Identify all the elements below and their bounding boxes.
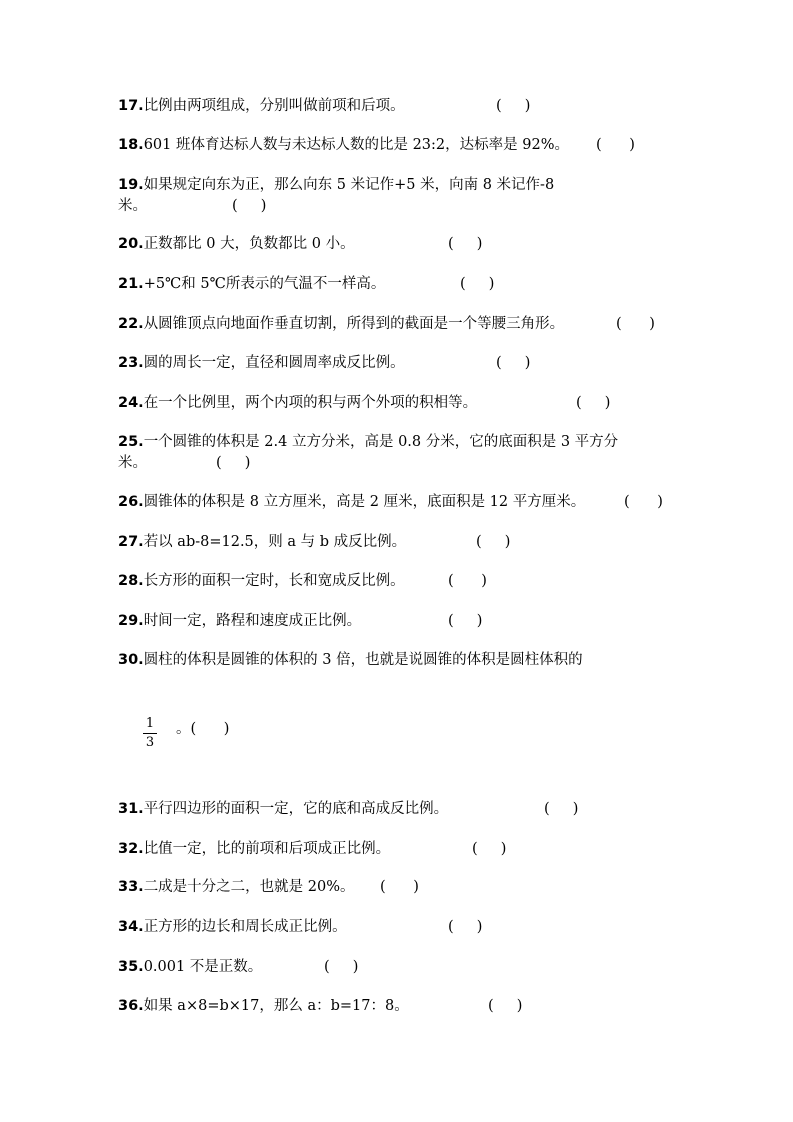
answer-blank-27[interactable]: ( ) <box>476 534 511 550</box>
fraction-numerator: 1 <box>145 716 155 731</box>
question-text: 圆的周长一定，直径和圆周率成反比例。 <box>143 355 405 371</box>
question-text: 在一个比例里，两个内项的积与两个外项的积相等。 <box>143 395 478 411</box>
question-19 <box>118 175 753 196</box>
fraction-denominator: 3 <box>145 735 155 750</box>
question-25-continuation <box>118 453 753 474</box>
question-29 <box>118 611 753 632</box>
question-30 <box>118 650 753 671</box>
answer-blank-33[interactable]: ( ) <box>380 879 419 895</box>
question-number: 25. <box>118 434 144 450</box>
question-text: 如果 a×8=b×17，那么 a：b=17：8。 <box>143 998 409 1014</box>
question-number: 34. <box>118 919 144 935</box>
question-22 <box>118 314 753 335</box>
question-23 <box>118 353 753 374</box>
question-33 <box>118 877 753 898</box>
answer-blank-20[interactable]: ( ) <box>448 236 483 252</box>
question-27 <box>118 532 753 553</box>
question-text: 从圆锥顶点向地面作垂直切割，所得到的截面是一个等腰三角形。 <box>143 316 565 332</box>
question-text: 平行四边形的面积一定，它的底和高成反比例。 <box>143 801 449 817</box>
fraction-one-third <box>143 716 157 751</box>
question-text-line2: 米。 <box>118 198 147 214</box>
question-text: 601 班体育达标人数与未达标人数的比是 23:2，达标率是 92%。 <box>143 137 569 153</box>
question-text: 二成是十分之二，也就是 20%。 <box>143 879 355 895</box>
question-text: 正方形的边长和周长成正比例。 <box>143 919 347 935</box>
answer-blank-22[interactable]: ( ) <box>616 316 655 332</box>
question-17 <box>118 96 753 117</box>
question-text: +5℃和 5℃所表示的气温不一样高。 <box>143 276 386 292</box>
question-32 <box>118 839 753 860</box>
question-25 <box>118 432 753 453</box>
question-number: 26. <box>118 494 144 510</box>
question-number: 23. <box>118 355 144 371</box>
answer-blank-25[interactable]: ( ) <box>216 455 251 471</box>
question-number: 28. <box>118 573 144 589</box>
question-text: 时间一定，路程和速度成正比例。 <box>143 613 362 629</box>
question-text: 比值一定，比的前项和后项成正比例。 <box>143 841 391 857</box>
question-number: 17. <box>118 98 144 114</box>
question-20 <box>118 234 753 255</box>
answer-blank-26[interactable]: ( ) <box>624 494 663 510</box>
answer-blank-36[interactable]: ( ) <box>488 998 523 1014</box>
question-text: 0.001 不是正数。 <box>143 959 263 975</box>
answer-blank-30[interactable]: 。( ) <box>176 721 230 737</box>
question-number: 19. <box>118 177 144 193</box>
question-34 <box>118 917 753 938</box>
question-24 <box>118 393 753 414</box>
question-number: 24. <box>118 395 144 411</box>
question-text: 若以 ab-8=12.5，则 a 与 b 成反比例。 <box>143 534 407 550</box>
question-18 <box>118 135 753 156</box>
fraction-bar <box>143 733 157 734</box>
answer-blank-28[interactable]: ( ) <box>448 573 487 589</box>
answer-blank-34[interactable]: ( ) <box>448 919 483 935</box>
question-number: 18. <box>118 137 144 153</box>
question-28 <box>118 571 753 592</box>
question-text: 圆锥体的体积是 8 立方厘米，高是 2 厘米，底面积是 12 平方厘米。 <box>143 494 586 510</box>
question-number: 35. <box>118 959 144 975</box>
question-text: 一个圆锥的体积是 2.4 立方分米，高是 0.8 分米，它的底面积是 3 平方分 <box>143 434 619 450</box>
question-text: 比例由两项组成，分别叫做前项和后项。 <box>143 98 405 114</box>
answer-blank-17[interactable]: ( ) <box>496 98 531 114</box>
question-text-line2: 米。 <box>118 455 147 471</box>
answer-blank-32[interactable]: ( ) <box>472 841 507 857</box>
answer-blank-21[interactable]: ( ) <box>460 276 495 292</box>
question-number: 31. <box>118 801 144 817</box>
question-number: 33. <box>118 879 144 895</box>
question-number: 22. <box>118 316 144 332</box>
question-number: 29. <box>118 613 144 629</box>
question-number: 20. <box>118 236 144 252</box>
question-19-continuation <box>118 196 753 217</box>
question-number: 32. <box>118 841 144 857</box>
question-text: 如果规定向东为正，那么向东 5 米记作+5 米，向南 8 米记作-8 <box>143 177 555 193</box>
answer-blank-31[interactable]: ( ) <box>544 801 579 817</box>
question-31 <box>118 799 753 820</box>
question-number: 30. <box>118 652 144 668</box>
answer-blank-23[interactable]: ( ) <box>496 355 531 371</box>
question-text: 长方形的面积一定时，长和宽成反比例。 <box>143 573 405 589</box>
question-number: 36. <box>118 998 144 1014</box>
question-36 <box>118 996 753 1017</box>
answer-blank-24[interactable]: ( ) <box>576 395 611 411</box>
answer-blank-35[interactable]: ( ) <box>324 959 359 975</box>
question-text: 圆柱的体积是圆锥的体积的 3 倍，也就是说圆锥的体积是圆柱体积的 <box>143 652 583 668</box>
answer-blank-19[interactable]: ( ) <box>232 198 267 214</box>
question-21 <box>118 274 753 295</box>
answer-blank-18[interactable]: ( ) <box>596 137 635 153</box>
question-35 <box>118 957 753 978</box>
answer-blank-29[interactable]: ( ) <box>448 613 483 629</box>
question-number: 21. <box>118 276 144 292</box>
question-text: 正数都比 0 大，负数都比 0 小。 <box>143 236 355 252</box>
question-number: 27. <box>118 534 144 550</box>
